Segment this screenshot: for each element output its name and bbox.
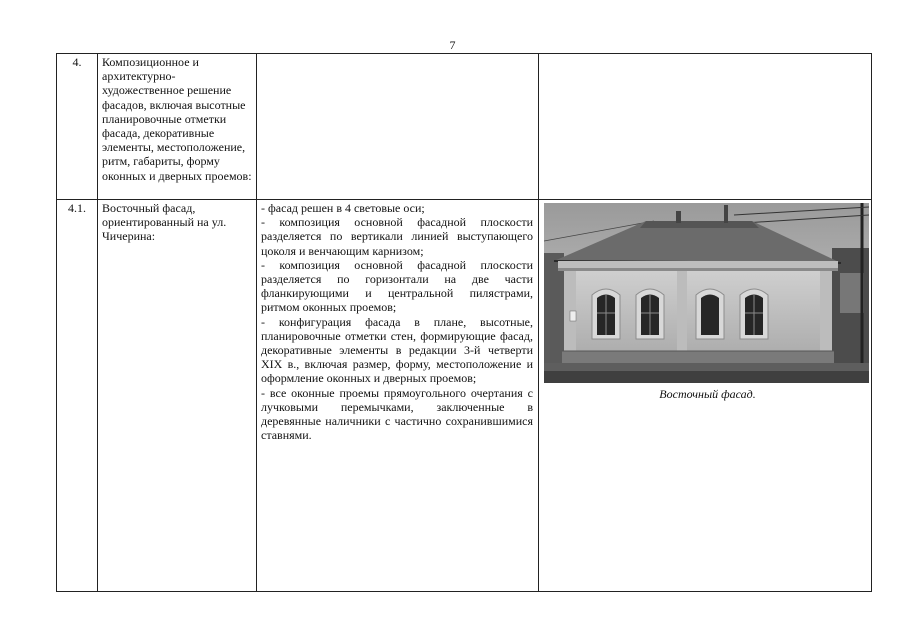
description-item: - композиция основной фасадной плоскости разделяется по вертикали линией выступающего цоколя и венчающим карнизом; [261, 215, 533, 258]
row-number: 4. [57, 54, 98, 200]
protection-subject-table [56, 53, 872, 592]
row-number: 4.1. [57, 200, 98, 592]
facade-description [257, 200, 539, 592]
description-item: - все оконные проемы прямоугольного очертания с лучковыми перемычками, заключенные в деревянные наличники с частично сохранившимися ставнями. [261, 385, 533, 443]
facade-photo [544, 203, 869, 383]
facade-title: Восточный фасад, ориентированный на ул. Чичерина: [98, 200, 257, 592]
table-row [57, 200, 872, 592]
section-title: Композиционное и архитектурно-художественное решение фасадов, включая высотные планировочные отметки фасада, декоративные элементы, местоположение, ритм, габариты, форму оконных и дверных проемов: [98, 54, 257, 200]
description-item: - конфигурация фасада в плане, высотные, планировочные отметки стен, формирующие фасад, декоративные элементы в редакции 3-й четверти XIX в., включая размер, форму, местоположение и оформление оконных и дверных проемов; [261, 314, 533, 386]
building-facade-image [544, 203, 869, 383]
table-row [57, 54, 872, 200]
page-number: 7 [449, 38, 456, 52]
empty-description-cell [257, 54, 539, 200]
description-item: - фасад решен в 4 световые оси; [261, 201, 425, 215]
photo-cell [539, 200, 872, 592]
description-item: - композиция основной фасадной плоскости разделяется по горизонтали на две части фланкирующими и центральной пилястрами, ритмом оконных проемов; [261, 257, 533, 315]
photo-caption: Восточный фасад. [659, 387, 756, 401]
empty-photo-cell [539, 54, 872, 200]
